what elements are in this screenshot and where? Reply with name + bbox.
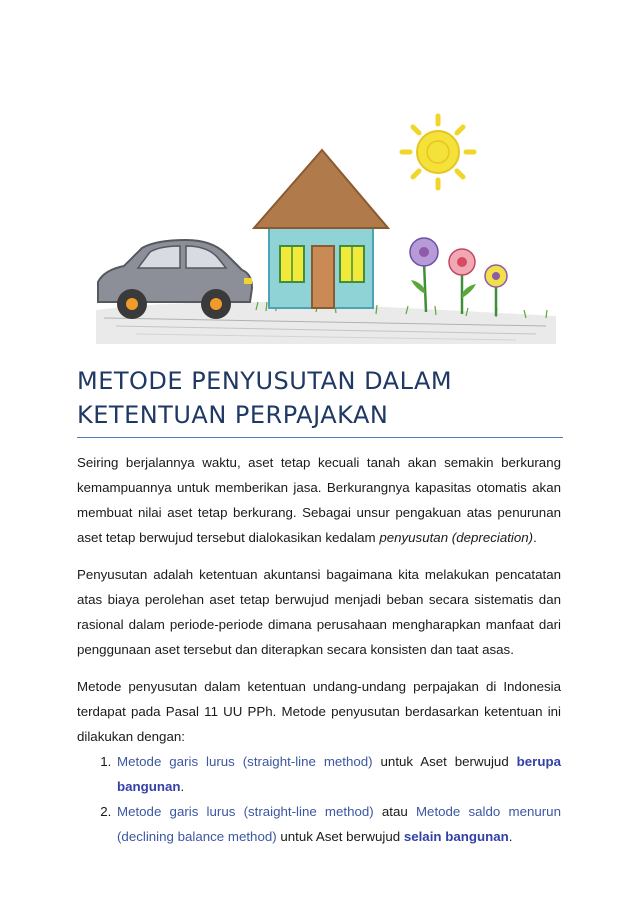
- asset-type: berupa bangunan: [117, 754, 561, 794]
- method-name: Metode garis lurus (straight-line method): [117, 754, 373, 769]
- method-connector: untuk Aset berwujud: [276, 829, 404, 844]
- paragraph-1-end: .: [533, 530, 537, 545]
- list-item: [115, 799, 561, 849]
- paragraph-1: [77, 450, 561, 550]
- method-or: atau: [373, 804, 416, 819]
- house-icon: [254, 150, 388, 308]
- house-car-illustration: [76, 112, 566, 348]
- list-item: [115, 749, 561, 799]
- body-text: [77, 450, 561, 849]
- paragraph-3: Metode penyusutan dalam ketentuan undang-undang perpajakan di Indonesia terdapat pada Pasal 11 UU PPh. Metode penyusutan berdasarkan ketentuan ini dilakukan dengan:: [77, 679, 561, 744]
- page-title: [77, 364, 563, 432]
- sun-icon: [402, 116, 474, 188]
- method-end: .: [180, 779, 185, 794]
- method-name: Metode garis lurus (straight-line method): [117, 804, 374, 819]
- paragraph-2: Penyusutan adalah ketentuan akuntansi bagaimana kita melakukan pencatatan atas biaya perolehan aset tetap berwujud menjadi beban secara sistematis dan rasional dalam periode-periode dimana perusahaan mengharapkan manfaat dari penggunaan aset tersebut dan diterapkan secara konsisten dan taat asas.: [77, 567, 561, 657]
- asset-type: selain bangunan: [403, 829, 509, 844]
- title-line-1: METODE PENYUSUTAN DALAM: [77, 367, 453, 395]
- paragraph-1-text: Seiring berjalannya waktu, aset tetap kecuali tanah akan semakin berkurang kemampuannya untuk memberikan jasa. Berkurangnya kapasitas otomatis akan membuat nilai aset tetap berkurang. Sebagai unsur pengakuan atas penurunan aset tetap berwujud tersebut dialokasikan kedalam: [77, 455, 561, 545]
- flower-icon: [410, 238, 507, 316]
- methods-list: [77, 749, 561, 849]
- method-connector: untuk Aset berwujud: [372, 754, 517, 769]
- title-divider: [77, 437, 563, 438]
- method-name-2: Metode saldo menurun (declining balance method): [117, 804, 561, 844]
- depreciation-term: penyusutan (depreciation): [379, 530, 534, 545]
- title-line-2: KETENTUAN PERPAJAKAN: [77, 401, 389, 429]
- method-end: .: [508, 829, 513, 844]
